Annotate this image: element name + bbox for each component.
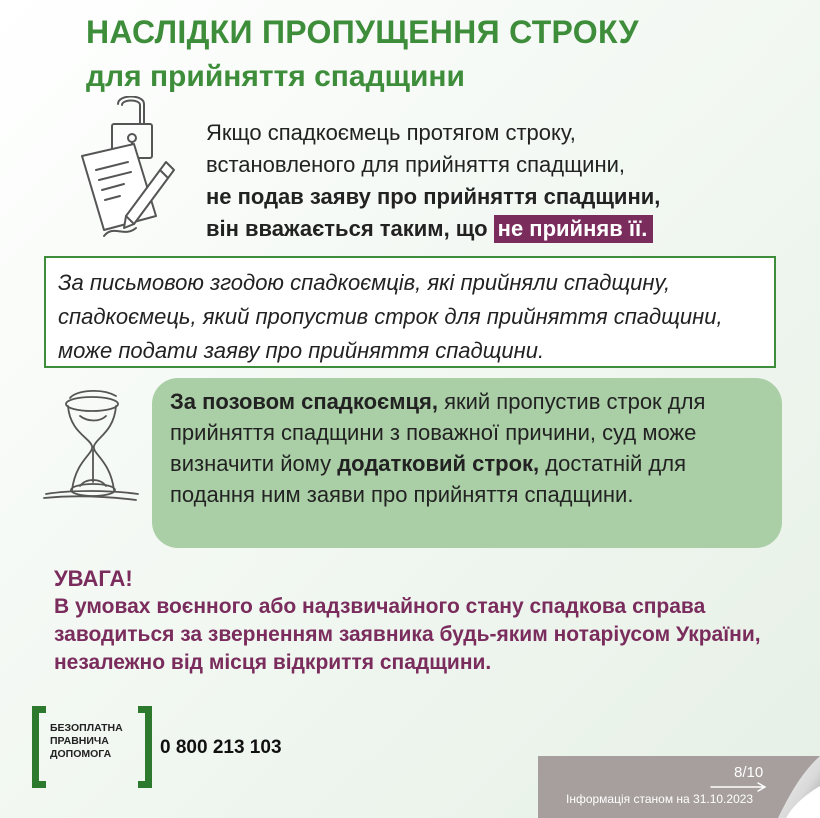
hotline-phone: 0 800 213 103 <box>160 737 282 758</box>
free-legal-aid-logo <box>32 706 152 790</box>
page-number: 8/10 <box>734 764 764 781</box>
lawsuit-card-bold: За позовом спадкоємця, <box>170 389 438 414</box>
intro-line-bold-text: він вважається таким, що <box>206 216 488 241</box>
additional-term-bold: додатковий строк, <box>337 451 540 476</box>
arrow-right-icon[interactable] <box>710 782 768 792</box>
intro-paragraph <box>206 117 806 245</box>
page-curl-icon <box>770 756 820 818</box>
highlight-not-accepted: не прийняв її. <box>494 215 654 243</box>
lock-document-pen-icon <box>74 96 194 246</box>
page-subtitle: для прийняття спадщини <box>86 60 465 93</box>
intro-line: Якщо спадкоємець протягом строку, <box>206 120 576 145</box>
logo-line: ДОПОМОГА <box>50 748 112 760</box>
intro-line: встановленого для прийняття спадщини, <box>206 152 626 177</box>
intro-line-bold <box>206 213 806 245</box>
logo-line: БЕЗОПЛАТНА <box>50 722 123 734</box>
hourglass-icon <box>40 386 140 504</box>
lawsuit-card <box>152 378 782 548</box>
lawsuit-card-text: який пропустив строк для прийняття спадщини з поважної причини, суд може визначити йому <box>170 389 706 476</box>
logo-line: ПРАВНИЧА <box>50 735 109 747</box>
attention-text: В умовах воєнного або надзвичайного стану спадкова справа заводиться за зверненням заявника будь-яким нотаріусом України, незалежно від місця відкриття спадщини. <box>54 595 761 674</box>
page-title: НАСЛІДКИ ПРОПУЩЕННЯ СТРОКУ <box>86 14 639 50</box>
written-consent-box: За письмовою згодою спадкоємців, які прийняли спадщину, спадкоємець, який пропустив строк для прийняття спадщини, може подати заяву про прийняття спадщини. <box>44 256 776 368</box>
info-date: Інформація станом на 31.10.2023 <box>566 792 754 806</box>
attention-block <box>54 565 794 677</box>
attention-title: УВАГА! <box>54 566 133 591</box>
intro-line-bold: не подав заяву про прийняття спадщини, <box>206 184 661 209</box>
lawsuit-card-text-end: достатній для подання ним заяви про прийняття спадщини. <box>170 451 687 507</box>
logo-bracket-left <box>32 706 46 788</box>
logo-text <box>50 722 142 761</box>
